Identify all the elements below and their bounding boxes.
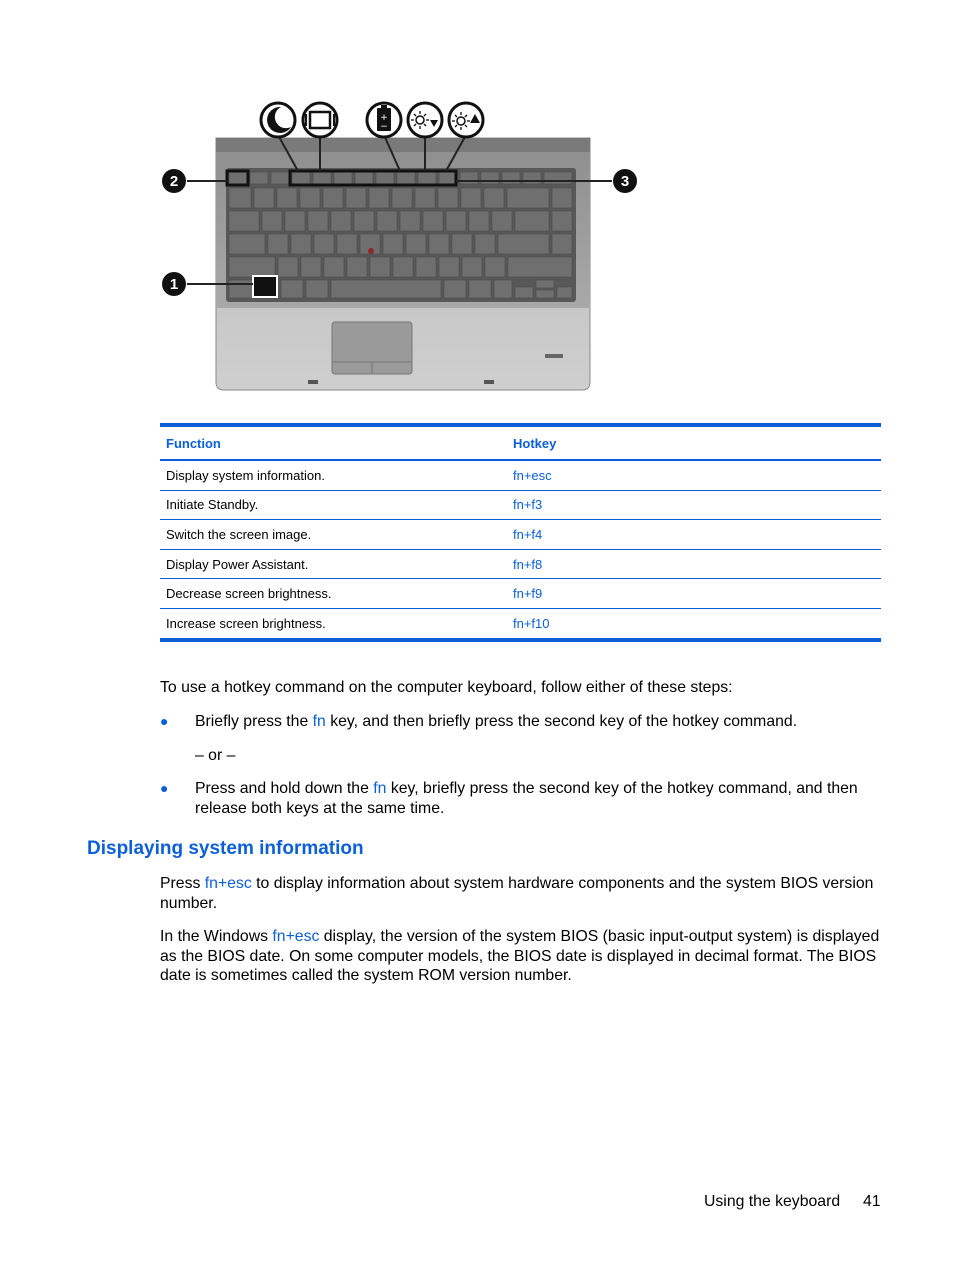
- callout-2-label: 2: [169, 173, 179, 190]
- fn-key-ref: fn: [312, 713, 326, 730]
- callout-1: [162, 272, 186, 296]
- table-row: [160, 549, 881, 579]
- p1-text-post: to display information about system hardware components and the system BIOS version number.: [160, 875, 874, 912]
- battery-icon: [367, 103, 401, 137]
- fn-key-ref: fn: [373, 780, 387, 797]
- table-row: [160, 490, 881, 520]
- function-cell: Initiate Standby.: [160, 490, 507, 520]
- callout-3: [613, 169, 637, 193]
- table-row: [160, 608, 881, 639]
- section-paragraph-1: [160, 874, 882, 913]
- bullet-1-text-pre: Briefly press the: [195, 713, 313, 730]
- function-cell: Display system information.: [160, 460, 507, 490]
- function-cell: Display Power Assistant.: [160, 549, 507, 579]
- highlight-fn-key: [253, 276, 277, 297]
- display-switch-icon: [303, 103, 337, 137]
- table-row: [160, 520, 881, 550]
- bullet-2-text-post: key, briefly press the second key of the hotkey command, and then release both keys at the same time.: [195, 780, 858, 817]
- section-heading: Displaying system information: [87, 838, 364, 859]
- hotkey-cell: fn+f3: [507, 490, 881, 520]
- intro-paragraph: To use a hotkey command on the computer keyboard, follow either of these steps:: [160, 679, 733, 696]
- bullet-2-text-pre: Press and hold down the: [195, 780, 374, 797]
- keyboard-illustration: [150, 90, 660, 400]
- hotkey-cell: fn+f10: [507, 608, 881, 639]
- or-separator: – or –: [195, 747, 236, 764]
- callout-3-label: 3: [620, 173, 630, 190]
- callout-1-label: 1: [169, 276, 179, 293]
- header-hotkey: Hotkey: [507, 425, 881, 460]
- fn-esc-key-ref: fn+esc: [204, 875, 252, 892]
- function-cell: Switch the screen image.: [160, 520, 507, 550]
- callout-2: [162, 169, 186, 193]
- bullet-1-text-post: key, and then briefly press the second key of the hotkey command.: [325, 713, 798, 730]
- hotkey-table: [160, 423, 881, 642]
- hotkey-cell: fn+f8: [507, 549, 881, 579]
- bullet-text-1: [195, 712, 882, 732]
- table-row: [160, 579, 881, 609]
- function-cell: Decrease screen brightness.: [160, 579, 507, 609]
- hotkey-cell: fn+f9: [507, 579, 881, 609]
- page-number: 41: [863, 1193, 881, 1210]
- bullet-item-1: [160, 712, 882, 732]
- svg-text:+: +: [380, 113, 388, 123]
- brightness-up-icon: [449, 103, 483, 137]
- p2-text-post: display, the version of the system BIOS (basic input-output system) is displayed as the BIOS date. On some computer models, the BIOS date is displayed in decimal format. The BIOS date is sometimes called the system ROM version number.: [160, 928, 880, 984]
- header-function: Function: [160, 425, 507, 460]
- p2-text-pre: In the Windows: [160, 928, 273, 945]
- moon-icon: [261, 103, 295, 137]
- section-paragraph-2: [160, 927, 882, 986]
- hotkey-cell: fn+esc: [507, 460, 881, 490]
- bullet-text-2: [195, 779, 882, 818]
- table-header-row: [160, 425, 881, 460]
- footer-label: Using the keyboard: [704, 1193, 841, 1210]
- bullet-icon: ●: [160, 780, 169, 796]
- hotkey-cell: fn+f4: [507, 520, 881, 550]
- p1-text-pre: Press: [160, 875, 205, 892]
- function-cell: Increase screen brightness.: [160, 608, 507, 639]
- bullet-item-2: [160, 779, 882, 818]
- table-row: [160, 460, 881, 490]
- brightness-down-icon: [408, 103, 442, 137]
- fn-esc-key-ref: fn+esc: [272, 928, 320, 945]
- keyboard-svg: [150, 90, 660, 400]
- bullet-icon: ●: [160, 713, 169, 729]
- svg-text:−: −: [380, 122, 388, 132]
